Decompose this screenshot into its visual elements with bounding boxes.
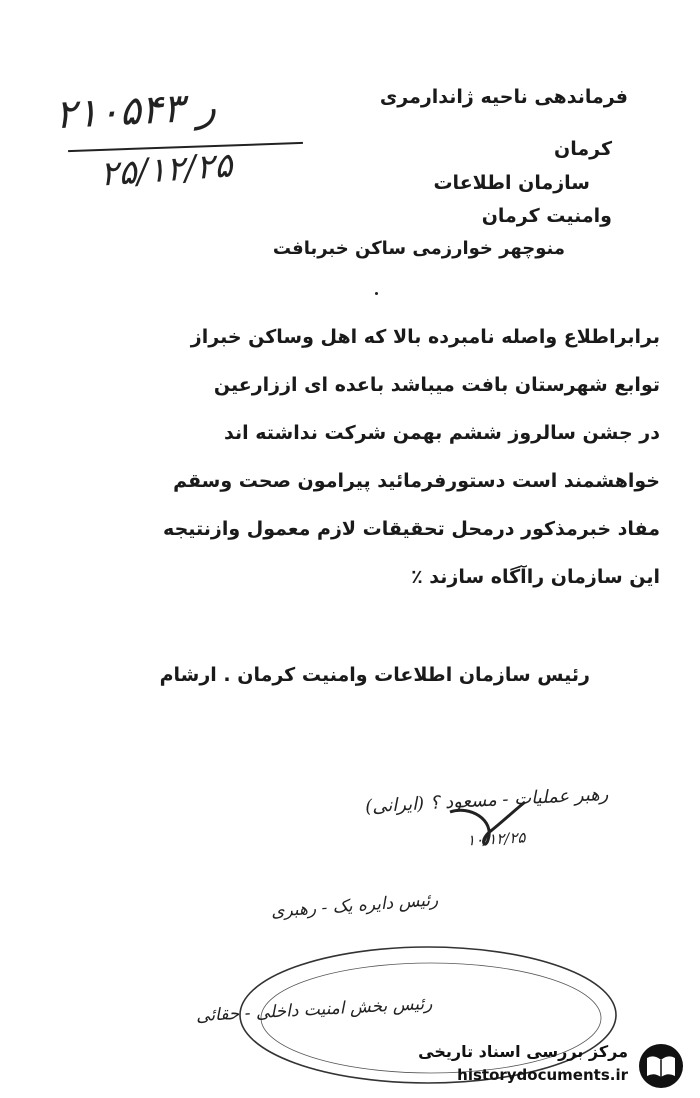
watermark-url: historydocuments.ir [457, 1066, 628, 1084]
recipient-org-2: وامنیت کرمان [481, 205, 612, 227]
watermark-title: مرکز بررسی اسناد تاریخی [418, 1042, 628, 1061]
recipient-city: کرمان [554, 138, 612, 160]
signature-line: رئیس سازمان اطلاعات وامنیت کرمان . ارشام [159, 664, 590, 686]
handwritten-note-department: رئیس دایره یک - رهبری [270, 890, 439, 922]
body-line: این سازمان راآگاه سازند ٪ [411, 566, 660, 588]
body-line: برابراطلاع واصله نامبرده بالا که اهل وساکن خبراز [190, 326, 660, 348]
letter-number: ۲۱۰۵۴۳ ر [53, 83, 218, 139]
body-line: توابع شهرستان بافت میباشد باعده ای اززارعین [213, 374, 660, 396]
sender: فرماندهی ناحیه ژاندارمری [379, 86, 628, 108]
handwritten-note-date: ۱۰/۱۲/۲۵ [466, 828, 526, 850]
letter-date: ۲۵/۱۲/۲۵ [98, 145, 234, 195]
body-line: مفاد خبرمذکور درمحل تحقیقات لازم معمول وازنتیجه [163, 518, 660, 540]
recipient-org: سازمان اطلاعات [433, 172, 590, 194]
body-line: در جشن سالروز ششم بهمن شرکت نداشته اند [224, 422, 660, 444]
subject-line: منوچهر خوارزمی ساکن خبربافت [272, 238, 565, 259]
handwritten-note-operations: رهبر عملیات - مسعود ؟ (ایرانی) [364, 783, 609, 818]
separator-dot [375, 292, 378, 295]
book-logo-icon [636, 1042, 686, 1090]
body-line: خواهشمند است دستورفرمائید پیرامون صحت وسقم [173, 470, 660, 492]
handwritten-note-security: رئیس بخش امنیت داخلی - حقائی [195, 993, 433, 1027]
archive-watermark [396, 1040, 686, 1092]
